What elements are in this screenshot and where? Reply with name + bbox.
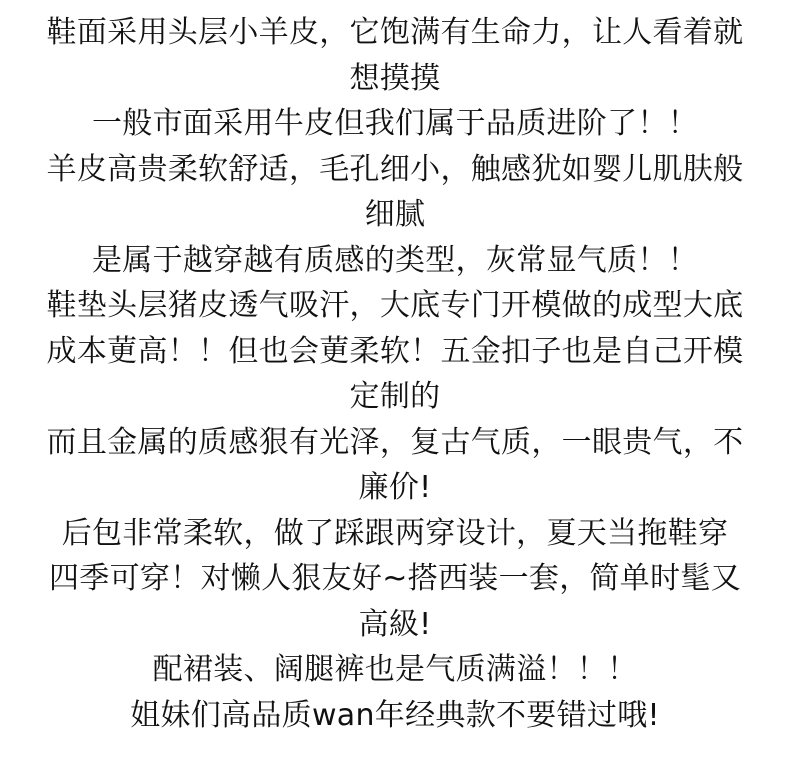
text-line: 鞋垫头层猪皮透气吸汗，大底专门开模做的成型大底 bbox=[46, 288, 744, 323]
text-line: 高級! bbox=[358, 606, 432, 642]
text-line: 细腻 bbox=[364, 197, 426, 232]
text-line: 四季可穿！对懒人狠友好~搭西装一套，简单时髦又 bbox=[48, 561, 742, 596]
text-line: 是属于越穿越有质感的类型，灰常显气质！！ bbox=[92, 242, 698, 278]
text-line: 想摸摸 bbox=[349, 60, 441, 96]
description-text-block bbox=[0, 10, 790, 738]
text-line: 鞋面采用头层小羊皮，它饱满有生命力，让人看着就 bbox=[46, 15, 744, 50]
text-line: 配裙装、阔腿裤也是气质满溢！！！ bbox=[152, 652, 638, 687]
text-line: 羊皮高贵柔软舒适，毛孔细小，触感犹如婴儿肌肤般 bbox=[46, 151, 744, 187]
text-line: 廉价! bbox=[358, 470, 432, 505]
text-line: 定制的 bbox=[349, 379, 441, 414]
text-line: 一般市面采用牛皮但我们属于品质进阶了！！ bbox=[92, 106, 698, 141]
text-line: 而且金属的质感狠有光泽，复古气质，一眼贵气，不 bbox=[46, 424, 744, 460]
text-line: 成本莄高！！但也会莄柔软！五金扣子也是自己开模 bbox=[46, 333, 744, 369]
text-line: 后包非常柔软，做了踩跟两穿设计，夏天当拖鞋穿 bbox=[61, 515, 729, 551]
text-line: 姐妹们高品质wan年经典款不要错过哦! bbox=[130, 697, 660, 733]
